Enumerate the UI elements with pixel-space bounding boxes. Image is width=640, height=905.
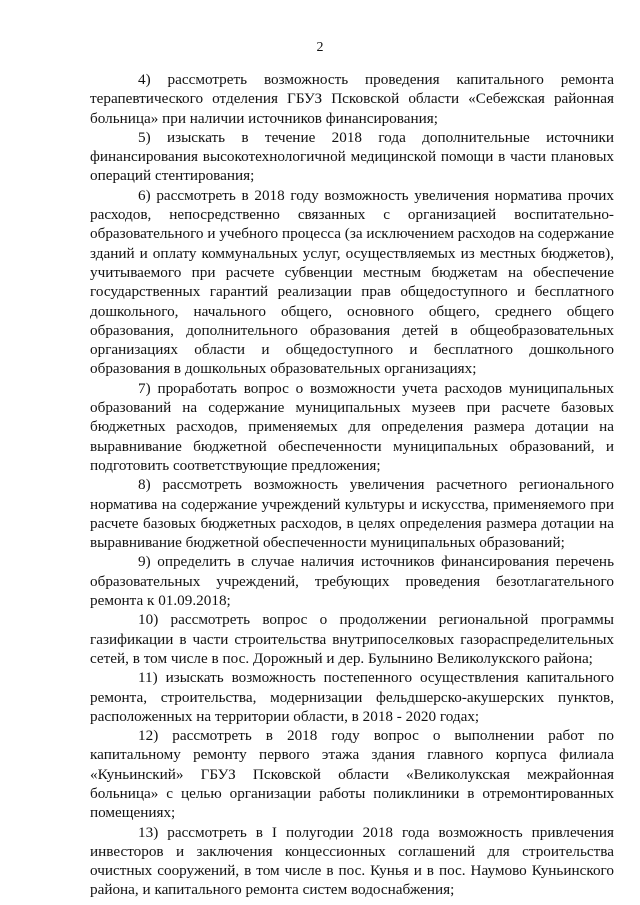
document-body [90, 70, 614, 900]
list-item: 10) рассмотреть вопрос о продолжении региональной программы газификации в части строительства внутрипоселковых газораспределительных сетей, в том числе в пос. Дорожный и дер. Булынино Великолукского района; [90, 611, 614, 667]
page-number: 2 [316, 40, 324, 55]
list-item: 12) рассмотреть в 2018 году вопрос о выполнении работ по капитальному ремонту первого этажа здания главного корпуса филиала «Куньинский» ГБУЗ Псковской области «Великолукская межрайонная больница» с целью организации работы поликлиники в отремонтированных помещениях; [90, 727, 614, 822]
list-item: 6) рассмотреть в 2018 году возможность увеличения норматива прочих расходов, непосредственно связанных с организацией воспитательно-образовательного и учебного процесса (за исключением расходов на содержание зданий и оплату коммунальных услуг, осуществляемых из местных бюджетов), учитываемого при расчете субвенции местным бюджетам на обеспечение государственных гарантий реализации прав общедоступного и бесплатного дошкольного, начального общего, основного общего, среднего общего образования, дополнительного образования детей в общеобразовательных организациях области и общедоступного и бесплатного дошкольного образования в дошкольных образовательных организациях; [90, 186, 614, 378]
list-item: 5) изыскать в течение 2018 года дополнительные источники финансирования высокотехнологичной медицинской помощи в части плановых операций стентирования; [90, 128, 614, 185]
list-item: 13) рассмотреть в I полугодии 2018 года возможность привлечения инвесторов и заключения концессионных соглашений для строительства очистных сооружений, в том числе в пос. Кунья и в пос. Наумово Куньинского района, и капитального ремонта систем водоснабжения; [90, 823, 614, 899]
list-item: 9) определить в случае наличия источников финансирования перечень образовательных учреждений, требующих проведения безотлагательного ремонта к 01.09.2018; [90, 553, 614, 610]
list-item: 4) рассмотреть возможность проведения капитального ремонта терапевтического отделения ГБУЗ Псковской области «Себежская районная больница» при наличии источников финансирования; [90, 71, 614, 127]
list-item: 7) проработать вопрос о возможности учета расходов муниципальных образований на содержание муниципальных музеев при расчете базовых бюджетных расходов, применяемых для определения размера дотации на выравнивание бюджетной обеспеченности муниципальных образований, и подготовить соответствующие предложения; [90, 379, 614, 474]
list-item: 11) изыскать возможность постепенного осуществления капитального ремонта, строительства, модернизации фельдшерско-акушерских пунктов, расположенных на территории области, в 2018 - 2020 годах; [90, 669, 614, 725]
list-item: 8) рассмотреть возможность увеличения расчетного регионального норматива на содержание учреждений культуры и искусства, применяемого при расчете базовых бюджетных расходов, в целях определения размера дотации на выравнивание бюджетной обеспеченности муниципальных образований; [90, 476, 614, 552]
